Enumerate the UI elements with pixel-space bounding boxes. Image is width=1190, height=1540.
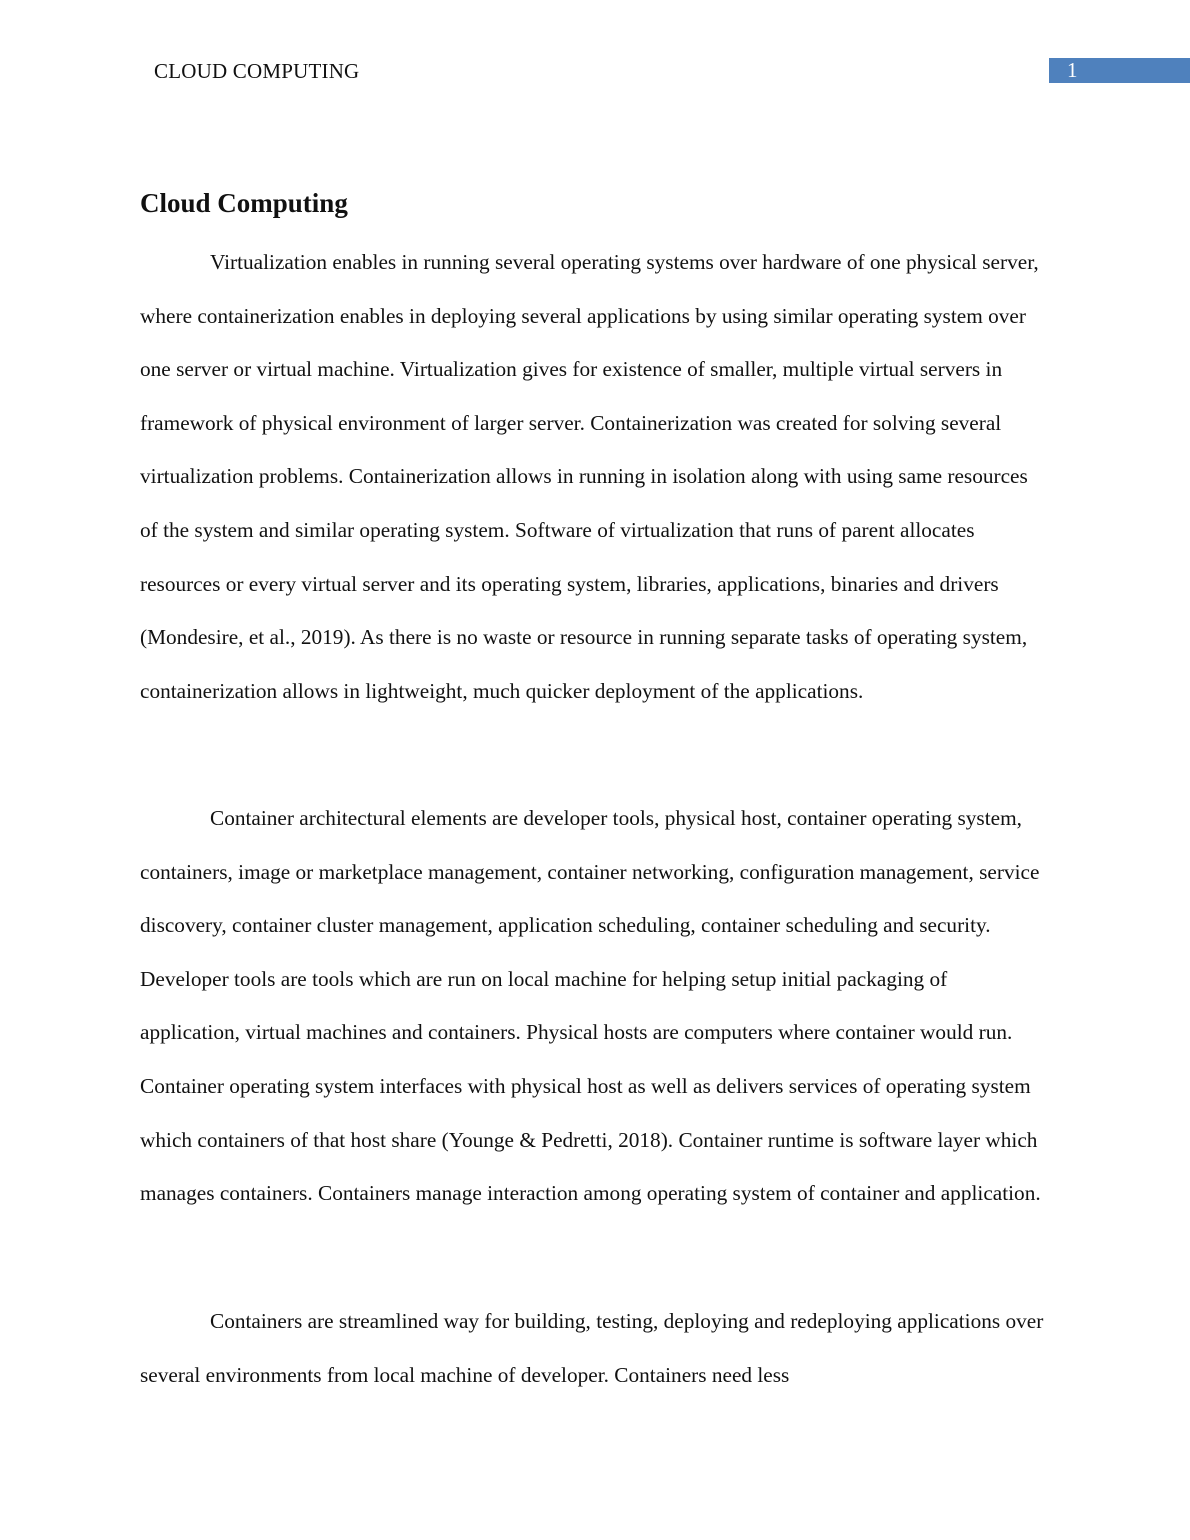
running-head: CLOUD COMPUTING: [154, 59, 360, 83]
document-title: Cloud Computing: [140, 188, 348, 218]
body-paragraph: Container architectural elements are developer tools, physical host, container operating system, containers, image or marketplace management, container networking, configuration management, service discovery, container cluster management, application scheduling, container scheduling and security. Developer tools are tools which are run on local machine for helping setup initial packaging of application, virtual machines and containers. Physical hosts are computers where container would run. Container operating system interfaces with physical host as well as delivers services of operating system which containers of that host share (Younge & Pedretti, 2018). Container runtime is software layer which manages containers. Containers manage interaction among operating system of container and application.: [140, 806, 1041, 1206]
body-paragraph: Virtualization enables in running several operating systems over hardware of one physical server, where containerization enables in deploying several applications by using similar operating system over one server or virtual machine. Virtualization gives for existence of smaller, multiple virtual servers in framework of physical environment of larger server. Containerization was created for solving several virtualization problems. Containerization allows in running in isolation along with using same resources of the system and similar operating system. Software of virtualization that runs of parent allocates resources or every virtual server and its operating system, libraries, applications, binaries and drivers (Mondesire, et al., 2019). As there is no waste or resource in running separate tasks of operating system, containerization allows in lightweight, much quicker deployment of the applications.: [140, 250, 1039, 703]
page-number: 1: [1067, 58, 1078, 82]
page-number-badge: [1049, 58, 1190, 83]
body-paragraph: Containers are streamlined way for building, testing, deploying and redeploying applications over several environments from local machine of developer. Containers need less: [140, 1309, 1044, 1387]
